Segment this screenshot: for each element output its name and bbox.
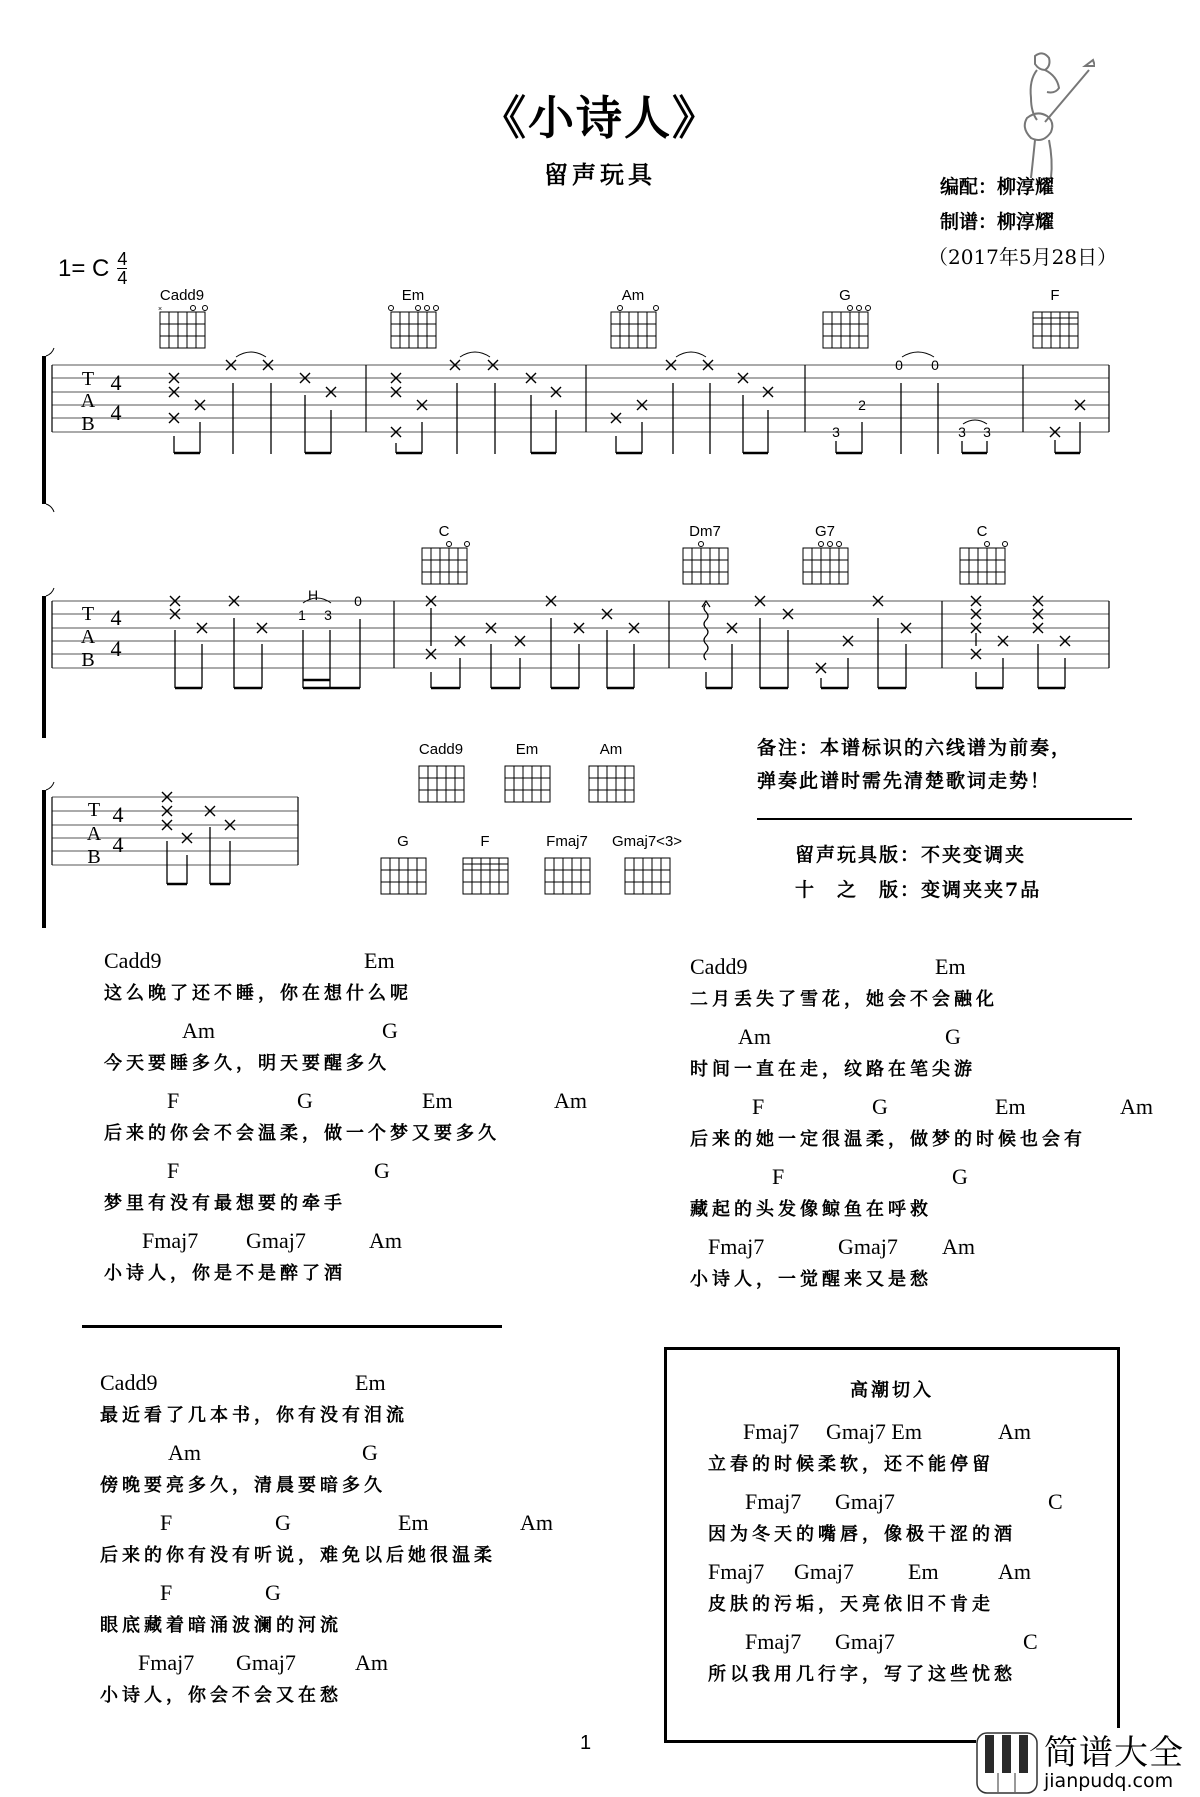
svg-text:4: 4	[110, 370, 122, 395]
chord-line	[690, 1230, 1190, 1265]
svg-text:1: 1	[298, 607, 306, 623]
fretboard-grid-icon	[798, 540, 852, 588]
song-title: 《小诗人》	[480, 91, 720, 145]
verse-1	[104, 944, 587, 1294]
chord-diagram-cadd9: Cadd9 ×	[155, 288, 209, 357]
lyric-line: 藏起的头发像鲸鱼在呼救	[690, 1199, 932, 1220]
fretboard-grid-icon	[386, 304, 440, 352]
svg-text:B: B	[87, 846, 101, 868]
chord-symbol: Am	[554, 1088, 587, 1113]
fretboard-grid-icon	[540, 850, 594, 898]
chord-line	[100, 1576, 600, 1611]
chord-diagram-c-2: C	[955, 524, 1009, 593]
lyric-line: 所以我用几行字，写了这些忧愁	[708, 1664, 1016, 1685]
chord-diagram-f: F	[1028, 288, 1082, 357]
watermark: 简谱大全 jianpudq.com	[976, 1728, 1200, 1797]
chart-chord-f: F	[458, 834, 512, 903]
chord-line	[100, 1646, 600, 1681]
fretboard-grid-icon	[818, 304, 872, 352]
chord-line	[100, 1506, 600, 1541]
chord-symbol: Gmaj7	[246, 1228, 306, 1253]
chord-symbol: Am	[182, 1018, 215, 1043]
verse-3	[100, 1366, 600, 1716]
chord-symbol: C	[1023, 1629, 1038, 1654]
svg-text:3: 3	[832, 424, 840, 440]
chord-symbol: Fmaj7	[142, 1228, 199, 1253]
svg-text:T: T	[81, 368, 95, 390]
chord-symbol: Am	[1120, 1094, 1153, 1119]
tab-system-1	[42, 348, 1109, 512]
chord-diagram-g: G	[818, 288, 872, 357]
svg-text:3: 3	[324, 607, 332, 623]
chord-line	[104, 1014, 584, 1049]
remarks: 备注：本谱标识的六线谱为前奏， 弹奏此谱时需先清楚歌词走势！	[757, 737, 1073, 792]
lyric-line: 小诗人，你是不是醉了酒	[104, 1263, 346, 1284]
chord-symbol: Em	[355, 1370, 386, 1395]
chord-symbol: F	[772, 1164, 785, 1189]
chord-symbol: Am	[738, 1024, 771, 1049]
lyric-line: 今天要睡多久，明天要醒多久	[104, 1053, 390, 1074]
lyric-line: 小诗人，你会不会又在愁	[100, 1685, 342, 1706]
lyric-line: 眼底藏着暗涌波澜的河流	[100, 1615, 342, 1636]
version-notes: 留声玩具版：不夹变调夹 十 之 版：变调夹夹7品	[795, 844, 1042, 901]
chord-diagram-am: Am	[606, 288, 660, 357]
chord-symbol: Em	[364, 948, 395, 973]
svg-text:T: T	[87, 799, 101, 821]
lyric-line: 小诗人，一觉醒来又是愁	[690, 1269, 932, 1290]
chord-line	[708, 1625, 1108, 1660]
chord-symbol: Am	[998, 1559, 1031, 1584]
chord-line	[708, 1415, 1108, 1450]
lyric-line: 傍晚要亮多久，清晨要暗多久	[100, 1475, 386, 1496]
svg-text:×: ×	[158, 306, 163, 313]
chord-symbol: Am	[520, 1510, 553, 1535]
chord-symbol: Fmaj7	[708, 1234, 765, 1259]
chord-symbol: Fmaj7	[743, 1419, 800, 1444]
chord-symbol: Fmaj7	[745, 1489, 802, 1514]
svg-text:4: 4	[110, 636, 122, 661]
lyric-line: 后来的她一定很温柔，做梦的时候也会有	[690, 1129, 1086, 1150]
fretboard-grid-icon	[606, 304, 660, 352]
svg-text:3: 3	[958, 424, 966, 440]
fretboard-grid-icon	[414, 758, 468, 806]
chord-symbol: G	[872, 1094, 888, 1119]
fretboard-grid-icon	[376, 850, 430, 898]
chord-symbol: Gmaj7	[835, 1489, 895, 1514]
arranger: 编配：柳淳耀	[940, 176, 1055, 198]
climax-lyrics	[708, 1415, 1108, 1695]
lyric-line: 后来的你有没有听说，难免以后她很温柔	[100, 1545, 496, 1566]
divider	[757, 818, 1132, 820]
chord-line	[100, 1366, 600, 1401]
chord-symbol: G	[945, 1024, 961, 1049]
svg-text:0: 0	[354, 593, 362, 609]
chart-chord-cadd9: Cadd9	[414, 742, 468, 811]
chord-symbol: F	[752, 1094, 765, 1119]
chord-symbol: C	[1048, 1489, 1063, 1514]
fretboard-grid-icon	[620, 850, 674, 898]
fretboard-grid-icon	[458, 850, 512, 898]
fretboard-grid-icon	[955, 540, 1009, 588]
svg-text:B: B	[81, 413, 95, 435]
chord-symbol: Cadd9	[690, 954, 748, 979]
svg-text:A: A	[86, 823, 102, 845]
chord-symbol: G	[374, 1158, 390, 1183]
svg-text:0: 0	[931, 357, 939, 373]
chord-symbol: Gmaj7	[838, 1234, 898, 1259]
chord-line	[708, 1555, 1108, 1590]
chord-symbol: Am	[168, 1440, 201, 1465]
chord-symbol: Am	[369, 1228, 402, 1253]
chord-symbol: Fmaj7	[708, 1559, 765, 1584]
chord-symbol: Gmaj7 Em	[826, 1419, 922, 1444]
chord-symbol: F	[160, 1510, 173, 1535]
chord-diagram-c: C	[417, 524, 471, 593]
tab-system-3	[42, 782, 298, 928]
chord-symbol: Am	[998, 1419, 1031, 1444]
lyric-line: 后来的你会不会温柔，做一个梦又要多久	[104, 1123, 500, 1144]
fretboard-grid-icon	[155, 304, 209, 352]
chord-symbol: Fmaj7	[138, 1650, 195, 1675]
chord-symbol: G	[265, 1580, 281, 1605]
chord-symbol: Em	[422, 1088, 453, 1113]
chord-symbol: Cadd9	[104, 948, 162, 973]
chord-symbol: Am	[942, 1234, 975, 1259]
tab-system-2	[42, 587, 1109, 738]
svg-text:4: 4	[110, 605, 122, 630]
lyric-line: 二月丢失了雪花，她会不会融化	[690, 989, 998, 1010]
chord-line	[690, 1020, 1190, 1055]
chord-symbol: Em	[908, 1559, 939, 1584]
chord-symbol: Em	[935, 954, 966, 979]
chord-symbol: G	[952, 1164, 968, 1189]
fretboard-grid-icon	[1028, 304, 1082, 352]
chord-line	[690, 1160, 1190, 1195]
svg-text:T: T	[81, 603, 95, 625]
piano-keys-icon	[976, 1732, 1038, 1794]
chord-diagram-dm7: Dm7	[678, 524, 732, 593]
lyric-line: 最近看了几本书，你有没有泪流	[100, 1405, 408, 1426]
key-label: 1= C	[58, 254, 110, 282]
chord-symbol: Em	[995, 1094, 1026, 1119]
chord-line	[708, 1485, 1108, 1520]
page-number: 1	[580, 1732, 592, 1754]
chart-chord-gmaj7: Gmaj7<3>	[612, 834, 682, 903]
svg-text:4: 4	[110, 400, 122, 425]
chord-symbol: Cadd9	[100, 1370, 158, 1395]
chord-symbol: F	[167, 1088, 180, 1113]
chord-symbol: Gmaj7	[236, 1650, 296, 1675]
chord-symbol: G	[297, 1088, 313, 1113]
chord-line	[104, 1224, 584, 1259]
chord-symbol: Gmaj7	[835, 1629, 895, 1654]
svg-text:0: 0	[895, 357, 903, 373]
chord-symbol: Am	[355, 1650, 388, 1675]
time-signature: $\frac{4}{4}$	[117, 249, 128, 288]
chord-line	[100, 1436, 600, 1471]
svg-text:3: 3	[983, 424, 991, 440]
chord-line	[104, 944, 584, 979]
chord-symbol: G	[362, 1440, 378, 1465]
lyric-line: 立春的时候柔软，还不能停留	[708, 1454, 994, 1475]
svg-text:H: H	[307, 587, 319, 603]
verse-2	[690, 950, 1190, 1300]
chord-line	[104, 1084, 587, 1119]
svg-text:2: 2	[858, 397, 866, 413]
fretboard-grid-icon	[500, 758, 554, 806]
svg-text:A: A	[80, 626, 96, 648]
chord-symbol: Gmaj7	[794, 1559, 854, 1584]
chord-line	[690, 1090, 1190, 1125]
divider	[82, 1325, 502, 1328]
artist-name: 留声玩具	[544, 160, 656, 189]
fretboard-grid-icon	[678, 540, 732, 588]
chart-chord-g: G	[376, 834, 430, 903]
chart-chord-em: Em	[500, 742, 554, 811]
svg-text:4: 4	[112, 802, 124, 827]
lyric-line: 因为冬天的嘴唇，像极干涩的酒	[708, 1524, 1016, 1545]
chord-diagram-em: Em	[386, 288, 440, 357]
chart-chord-fmaj7: Fmaj7	[540, 834, 594, 903]
svg-text:A: A	[80, 390, 96, 412]
chord-symbol: F	[167, 1158, 180, 1183]
lyric-line: 皮肤的污垢，天亮依旧不肯走	[708, 1594, 994, 1615]
transcriber: 制谱：柳淳耀	[940, 211, 1055, 233]
fretboard-grid-icon	[584, 758, 638, 806]
chord-diagram-g7: G7	[798, 524, 852, 593]
svg-text:4: 4	[112, 832, 124, 857]
chord-symbol: G	[382, 1018, 398, 1043]
chord-symbol: Em	[398, 1510, 429, 1535]
date: （2017年5月28日）	[928, 245, 1118, 269]
chord-line	[690, 950, 1190, 985]
chord-symbol: Fmaj7	[745, 1629, 802, 1654]
fretboard-grid-icon	[417, 540, 471, 588]
chord-line	[104, 1154, 584, 1189]
lyric-line: 时间一直在走，纹路在笔尖游	[690, 1059, 976, 1080]
chart-chord-am: Am	[584, 742, 638, 811]
lyric-line: 这么晚了还不睡，你在想什么呢	[104, 983, 412, 1004]
lyric-line: 梦里有没有最想要的牵手	[104, 1193, 346, 1214]
svg-text:B: B	[81, 649, 95, 671]
chord-symbol: F	[160, 1580, 173, 1605]
chord-symbol: G	[275, 1510, 291, 1535]
climax-title: 高潮切入	[850, 1380, 934, 1401]
